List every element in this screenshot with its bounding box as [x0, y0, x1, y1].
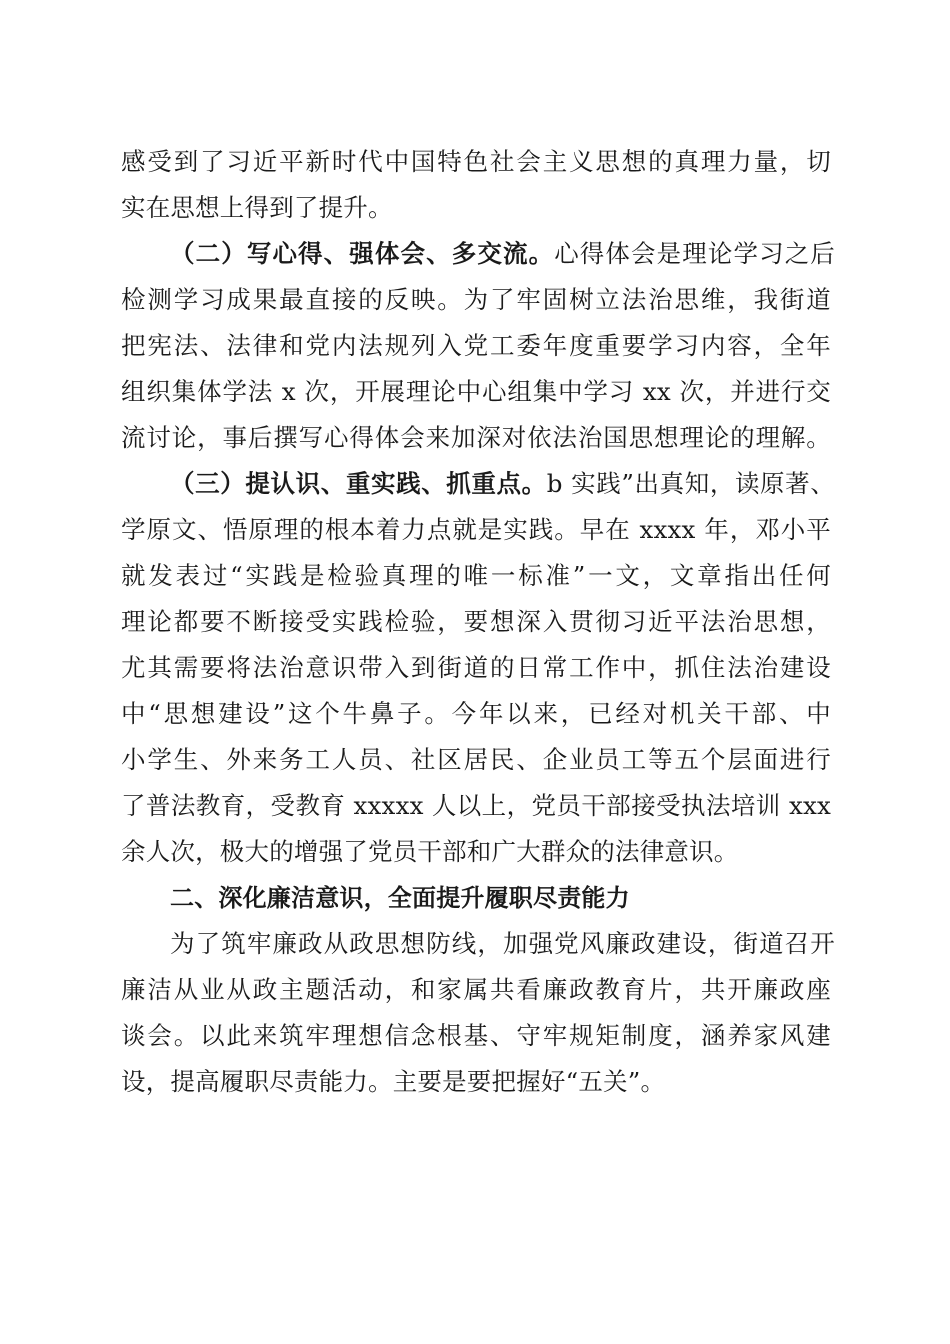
subsection-line — [170, 232, 835, 276]
paragraph-line — [121, 278, 831, 322]
line-text: 小学生、外来务工人员、社区居民、企业员工等五个层面进行 — [121, 745, 831, 774]
paragraph-line — [121, 692, 831, 736]
paragraph-line — [121, 646, 831, 690]
line-text: 组织集体学法 x 次，开展理论中心组集中学习 xx 次，并进行交 — [121, 377, 831, 406]
paragraph-line — [121, 324, 831, 368]
paragraph-line — [121, 784, 831, 828]
line-text: b 实践”出真知，读原著、 — [546, 469, 835, 498]
line-text: 谈会。以此来筑牢理想信念根基、守牢规矩制度，涵养家风建 — [121, 1021, 831, 1050]
paragraph-line — [121, 738, 831, 782]
paragraph-line — [170, 922, 835, 966]
paragraph-line — [121, 508, 831, 552]
line-text: 理论都要不断接受实践检验，要想深入贯彻习近平法治思想， — [121, 607, 831, 636]
subsection-title: （二）写心得、强体会、多交流。 — [170, 239, 555, 268]
paragraph-line — [121, 370, 831, 414]
line-text: 了普法教育，受教育 xxxxx 人以上，党员干部接受执法培训 xxx — [121, 791, 831, 820]
paragraph-line — [121, 1014, 831, 1058]
line-text: 就发表过“实践是检验真理的唯一标准”一文，文章指出任何 — [121, 561, 831, 590]
paragraph-line — [121, 186, 831, 230]
line-text: 把宪法、法律和党内法规列入党工委年度重要学习内容，全年 — [121, 331, 831, 360]
section-heading-text: 二、深化廉洁意识，全面提升履职尽责能力 — [170, 884, 630, 912]
paragraph-line — [121, 554, 831, 598]
line-text: 中“思想建设”这个牛鼻子。今年以来，已经对机关干部、中 — [121, 699, 831, 728]
line-text: 廉洁从业从政主题活动，和家属共看廉政教育片，共开廉政座 — [121, 975, 831, 1004]
paragraph-line — [121, 600, 831, 644]
line-text: 流讨论，事后撰写心得体会来加深对依法治国思想理论的理解。 — [121, 423, 831, 452]
line-text: 实在思想上得到了提升。 — [121, 193, 393, 222]
subsection-line — [170, 462, 835, 506]
line-text: 设，提高履职尽责能力。主要是要把握好“五关”。 — [121, 1067, 666, 1096]
section-heading — [170, 876, 835, 920]
line-text: 余人次，极大的增强了党员干部和广大群众的法律意识。 — [121, 837, 739, 866]
paragraph-line — [121, 416, 831, 460]
paragraph-line — [121, 830, 831, 874]
line-text: 感受到了习近平新时代中国特色社会主义思想的真理力量，切 — [121, 147, 831, 176]
line-text: 学原文、悟原理的根本着力点就是实践。早在 xxxx 年，邓小平 — [121, 515, 831, 544]
paragraph-line — [121, 140, 831, 184]
line-text: 检测学习成果最直接的反映。为了牢固树立法治思维，我街道 — [121, 285, 831, 314]
line-text: 尤其需要将法治意识带入到街道的日常工作中，抓住法治建设 — [121, 653, 831, 682]
line-text: 心得体会是理论学习之后 — [554, 239, 836, 268]
paragraph-line — [121, 968, 831, 1012]
subsection-title: （三）提认识、重实践、抓重点。 — [170, 469, 547, 498]
paragraph-line — [121, 1060, 831, 1104]
line-text: 为了筑牢廉政从政思想防线，加强党风廉政建设，街道召开 — [170, 929, 835, 958]
